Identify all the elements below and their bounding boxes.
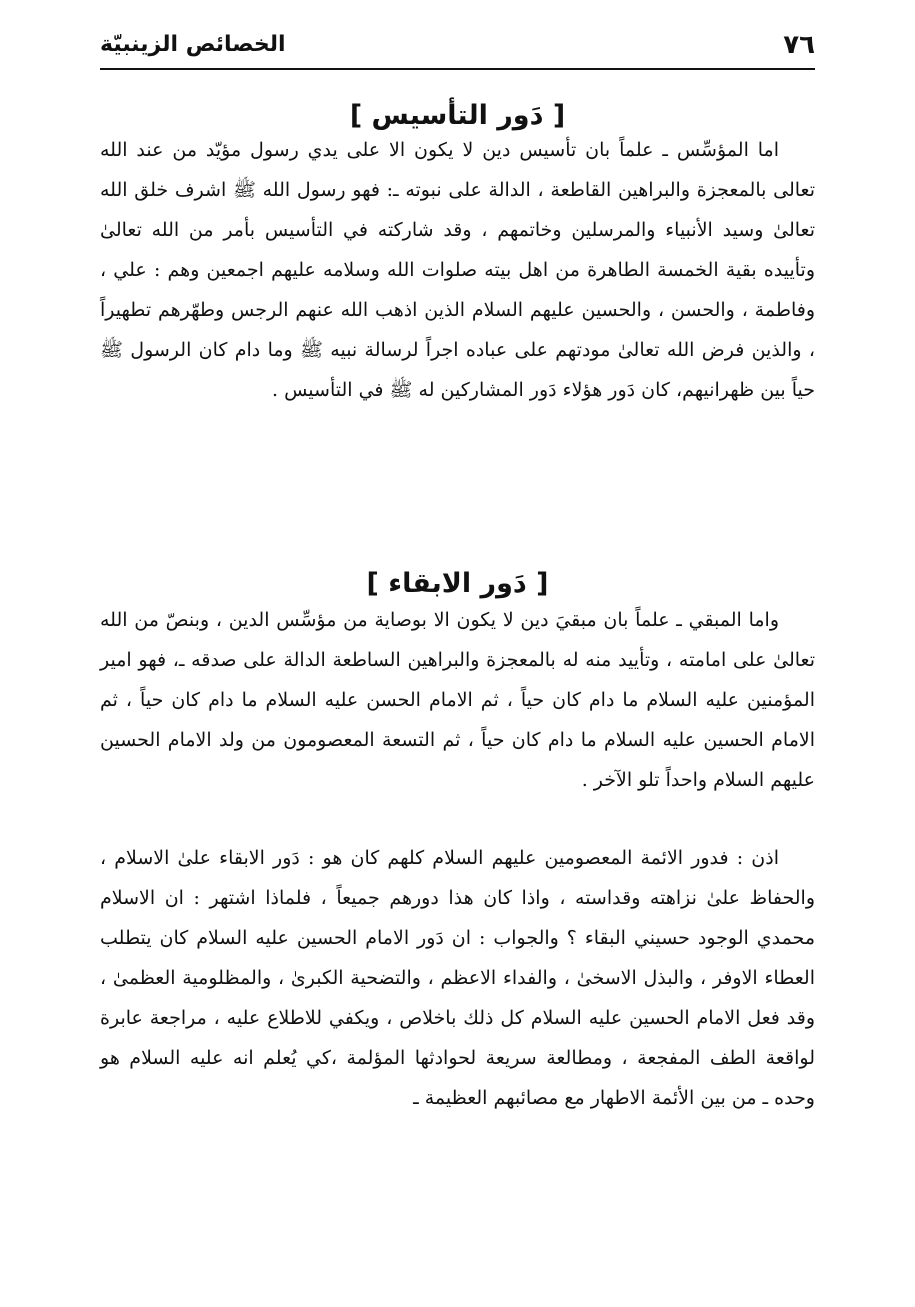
paragraph-preservation-continued: اذن : فدور الائمة المعصومين عليهم السلام كلهم كان هو : دَور الابقاء علىٰ الاسلام ، والحفاظ علىٰ نزاهته وقداسته ، واذا كان هذا دورهم جميعاً ، فلماذا اشتهر : ان الاسلام محمدي الوجود حسيني البقاء ؟ والجواب : ان دَور الامام الحسين عليه السلام كان يتطلب العطاء الاوفر ، والبذل الاسخىٰ ، والفداء الاعظم ، والتضحية الكبرىٰ ، والمظلومية العظمىٰ ، وقد فعل الامام الحسين عليه السلام كل ذلك باخلاص ، ويكفي للاطلاع عليه ، مراجعة عابرة لواقعة الطف المفجعة ، ومطالعة سريعة لحوادثها المؤلمة ،كي يُعلم انه عليه السلام هو وحده ـ من بين الأئمة الاطهار مع مصائبهم العظيمة ـ	[100, 847, 815, 1109]
section-heading-preservation: [ دَور الابقاء ]	[366, 568, 549, 599]
paragraph-preservation: واما المبقي ـ علماً بان مبقيَ دين لا يكون الا بوصاية من مؤسِّس الدين ، وبنصّ من الله تعالىٰ على امامته ، وتأييد منه له بالمعجزة والبراهين الساطعة الدالة على صدقه ـ، فهو امير المؤمنين عليه السلام ما دام كان حياً ، ثم الامام الحسن عليه السلام ما دام كان حياً ، ثم الامام الحسين عليه السلام ما دام كان حياً ، ثم التسعة المعصومون من ولد الامام الحسين عليهم السلام واحداً تلو الآخر .	[100, 609, 815, 791]
section-heading-founding: [ دَور التأسيس ]	[349, 100, 566, 131]
page-header	[100, 30, 815, 70]
page-number: ٧٦	[783, 30, 815, 60]
running-title: الخصائص الزينبيّة	[100, 32, 286, 57]
paragraph-founding: اما المؤسِّس ـ علماً بان تأسيس دين لا يكون الا على يدي رسول مؤيّد من عند الله تعالى بالمعجزة والبراهين القاطعة ، الدالة على نبوته ـ: فهو رسول الله ﷺ اشرف خلق الله تعالىٰ وسيد الأنبياء والمرسلين وخاتمهم ، وقد شاركته في التأسيس بأمر من الله تعالىٰ وتأييده بقية الخمسة الطاهرة من اهل بيته صلوات الله وسلامه عليهم اجمعين وهم : علي ، وفاطمة ، والحسن ، والحسين عليهم السلام الذين اذهب الله عنهم الرجس وطهّرهم تطهيراً ، والذين فرض الله تعالىٰ مودتهم على عباده اجراً لرسالة نبيه ﷺ وما دام كان الرسول ﷺ حياً بين ظهرانيهم، كان دَور هؤلاء دَور المشاركين له ﷺ في التأسيس .	[100, 139, 816, 401]
